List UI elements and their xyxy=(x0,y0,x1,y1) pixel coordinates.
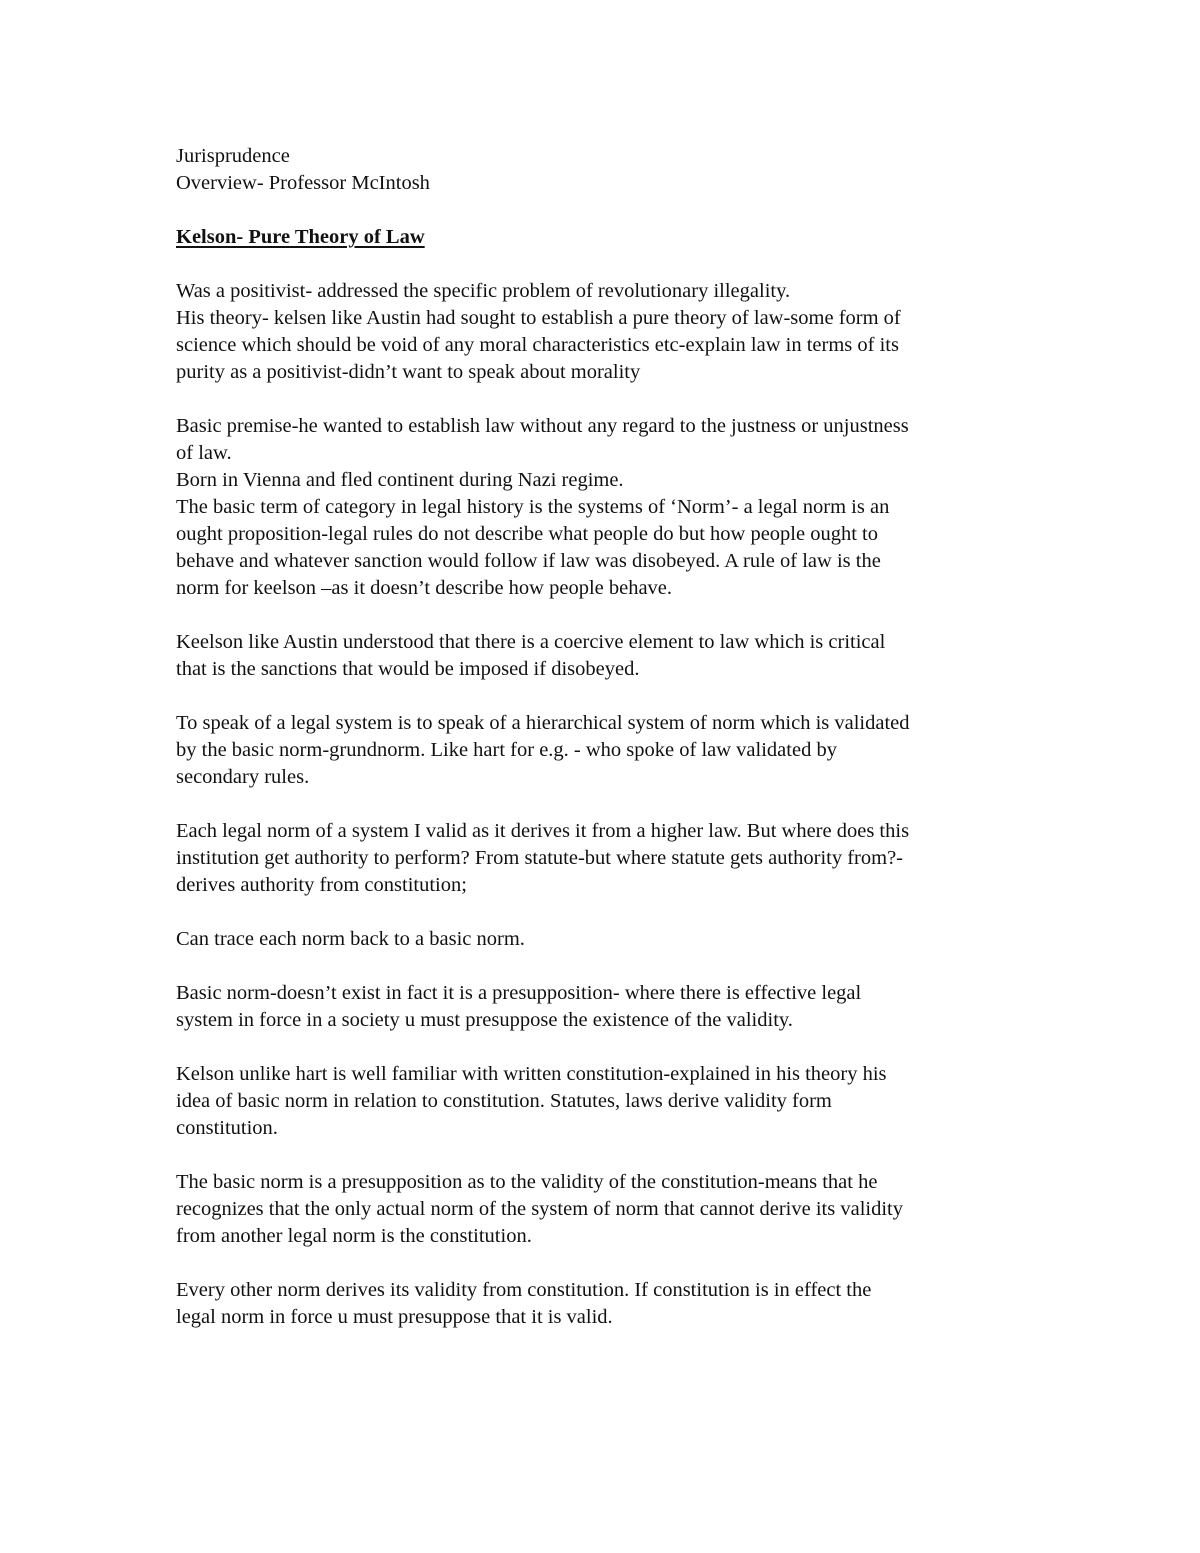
paragraph-line: Kelson unlike hart is well familiar with written constitution-explained in his theory his xyxy=(176,1063,887,1085)
spacer xyxy=(176,251,1036,278)
spacer xyxy=(176,899,1036,926)
paragraph xyxy=(176,926,1036,953)
paragraph-line: To speak of a legal system is to speak of a hierarchical system of norm which is validated xyxy=(176,712,910,734)
paragraph-line: norm for keelson –as it doesn’t describe how people behave. xyxy=(176,577,673,599)
paragraph-line: Every other norm derives its validity from constitution. If constitution is in effect the xyxy=(176,1279,872,1301)
document-subject: Jurisprudence xyxy=(176,145,290,167)
spacer xyxy=(176,1250,1036,1277)
paragraph xyxy=(176,1277,1036,1331)
paragraph-line: Was a positivist- addressed the specific problem of revolutionary illegality. xyxy=(176,280,791,302)
paragraph-line: that is the sanctions that would be imposed if disobeyed. xyxy=(176,658,640,680)
paragraph-line: Each legal norm of a system I valid as it derives it from a higher law. But where does this xyxy=(176,820,910,842)
document-overview: Overview- Professor McIntosh xyxy=(176,172,430,194)
paragraph xyxy=(176,818,1036,899)
section-heading: Kelson- Pure Theory of Law xyxy=(176,226,425,248)
paragraph-line: Keelson like Austin understood that there is a coercive element to law which is critical xyxy=(176,631,886,653)
document-page xyxy=(176,143,1036,1331)
paragraph xyxy=(176,1061,1036,1142)
paragraph-line: Born in Vienna and fled continent during Nazi regime. xyxy=(176,469,624,491)
paragraph-line: ought proposition-legal rules do not describe what people do but how people ought to xyxy=(176,523,878,545)
paragraph-line: of law. xyxy=(176,442,232,464)
paragraph-line: from another legal norm is the constitution. xyxy=(176,1225,532,1247)
paragraph-line: derives authority from constitution; xyxy=(176,874,467,896)
paragraph-line: The basic term of category in legal history is the systems of ‘Norm’- a legal norm is an xyxy=(176,496,890,518)
spacer xyxy=(176,953,1036,980)
paragraph-line: Can trace each norm back to a basic norm. xyxy=(176,928,525,950)
paragraph-line: idea of basic norm in relation to constitution. Statutes, laws derive validity form xyxy=(176,1090,832,1112)
paragraph-line: Basic norm-doesn’t exist in fact it is a presupposition- where there is effective legal xyxy=(176,982,862,1004)
spacer xyxy=(176,602,1036,629)
paragraph-line: secondary rules. xyxy=(176,766,310,788)
paragraph-line: Basic premise-he wanted to establish law without any regard to the justness or unjustness xyxy=(176,415,909,437)
paragraph-line: behave and whatever sanction would follow if law was disobeyed. A rule of law is the xyxy=(176,550,881,572)
paragraph-line: purity as a positivist-didn’t want to speak about morality xyxy=(176,361,641,383)
paragraph xyxy=(176,710,1036,791)
spacer xyxy=(176,1142,1036,1169)
paragraph-line: legal norm in force u must presuppose that it is valid. xyxy=(176,1306,613,1328)
paragraph xyxy=(176,980,1036,1034)
spacer xyxy=(176,683,1036,710)
paragraph-line: science which should be void of any moral characteristics etc-explain law in terms of its xyxy=(176,334,899,356)
paragraph-line: The basic norm is a presupposition as to the validity of the constitution-means that he xyxy=(176,1171,878,1193)
paragraph xyxy=(176,278,1036,386)
paragraph xyxy=(176,1169,1036,1250)
paragraph xyxy=(176,413,1036,602)
spacer xyxy=(176,197,1036,224)
spacer xyxy=(176,791,1036,818)
paragraph-line: system in force in a society u must presuppose the existence of the validity. xyxy=(176,1009,793,1031)
spacer xyxy=(176,1034,1036,1061)
paragraph-line: His theory- kelsen like Austin had sought to establish a pure theory of law-some form of xyxy=(176,307,901,329)
paragraph-line: institution get authority to perform? From statute-but where statute gets authority from?- xyxy=(176,847,904,869)
paragraph-line: recognizes that the only actual norm of the system of norm that cannot derive its validity xyxy=(176,1198,903,1220)
paragraph-line: constitution. xyxy=(176,1117,278,1139)
paragraph xyxy=(176,629,1036,683)
paragraph-line: by the basic norm-grundnorm. Like hart for e.g. - who spoke of law validated by xyxy=(176,739,837,761)
spacer xyxy=(176,386,1036,413)
body-paragraphs xyxy=(176,278,1036,1331)
